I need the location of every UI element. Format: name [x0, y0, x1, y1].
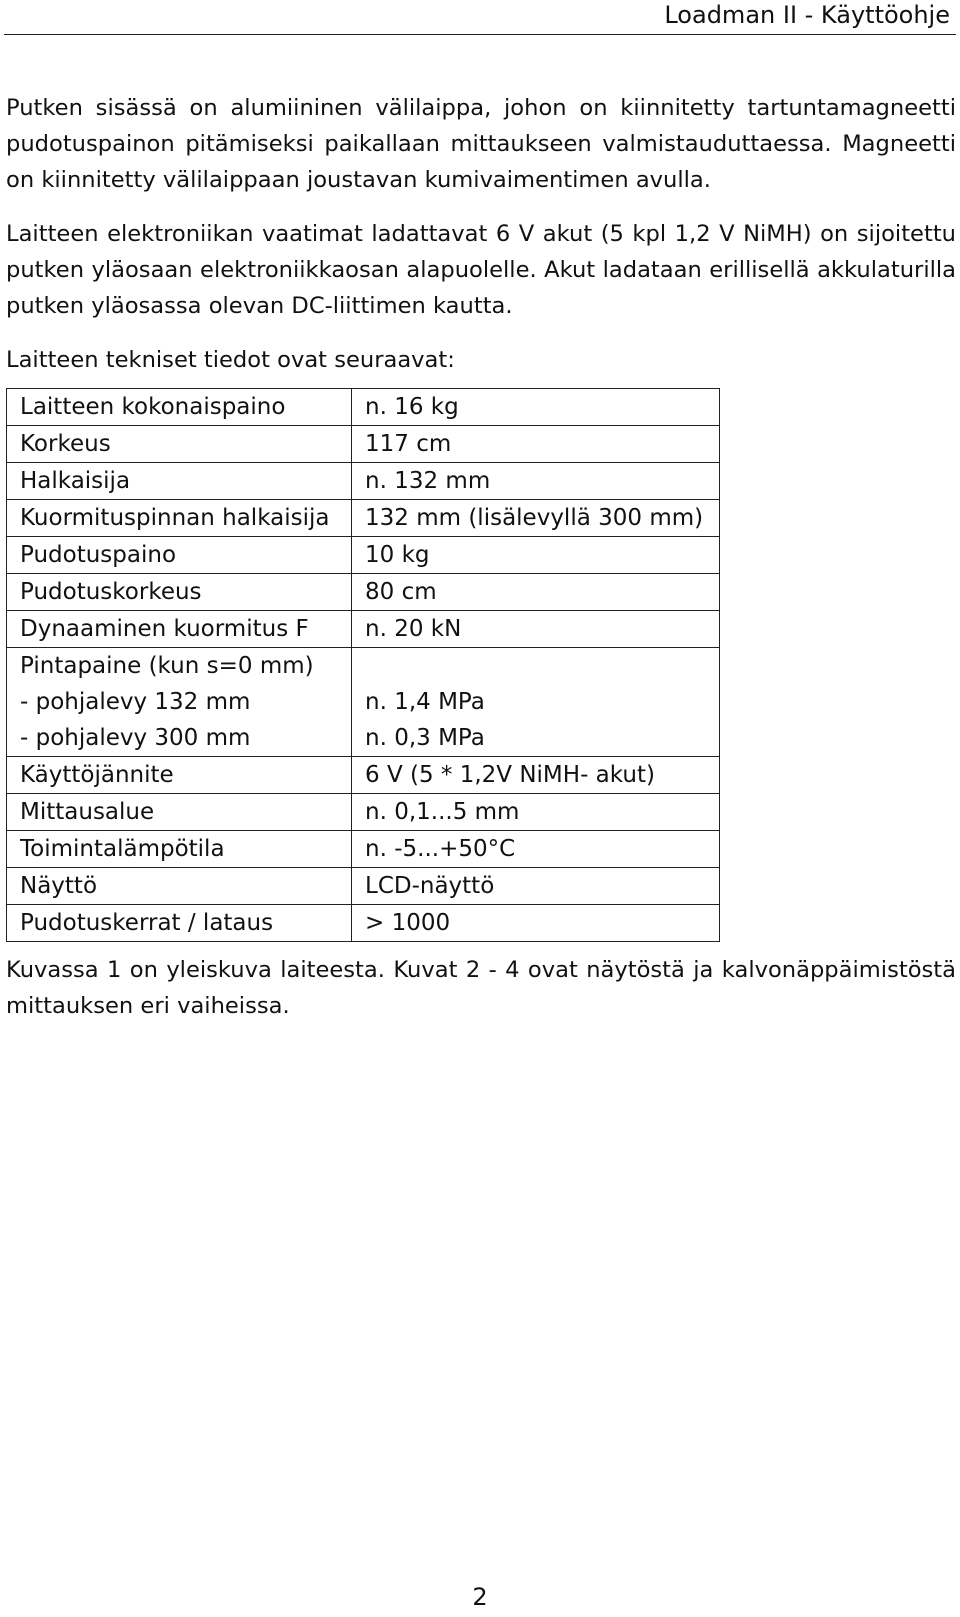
spec-value: 117 cm: [352, 426, 720, 463]
spec-label: Pintapaine (kun s=0 mm): [20, 653, 314, 679]
table-row: [7, 905, 720, 942]
running-header: Loadman II - Käyttöohje: [664, 1, 950, 29]
table-row: [7, 574, 720, 611]
spec-label-group: [7, 648, 352, 757]
spec-label: Korkeus: [7, 426, 352, 463]
spec-value: 80 cm: [352, 574, 720, 611]
table-row: [7, 389, 720, 426]
spec-label: Toimintalämpötila: [7, 831, 352, 868]
spec-value: 132 mm (lisälevyllä 300 mm): [352, 500, 720, 537]
spec-label: Pudotuskerrat / lataus: [7, 905, 352, 942]
table-row: [7, 426, 720, 463]
spec-empty-line: [365, 648, 709, 684]
paragraph-magnet: Putken sisässä on alumiininen välilaippa, johon on kiinnitetty tartuntamagneetti pudotuspainon pitämiseksi paikallaan mittaukseen valmistauduttaessa. Magneetti on kiinnitetty välilaippaan joustavan kumivaimentimen avulla.: [6, 95, 956, 193]
spec-label: Mittausalue: [7, 794, 352, 831]
spec-label: Pudotuspaino: [7, 537, 352, 574]
paragraph-batteries: Laitteen elektroniikan vaatimat ladattavat 6 V akut (5 kpl 1,2 V NiMH) on sijoitettu putken yläosaan elektroniikkaosan alapuolelle. Akut ladataan erillisellä akkulaturilla putken yläosassa olevan DC-liittimen kautta.: [6, 221, 956, 319]
spec-label: Pudotuskorkeus: [7, 574, 352, 611]
paragraph-figures: Kuvassa 1 on yleiskuva laiteesta. Kuvat 2 - 4 ovat näytöstä ja kalvonäppäimistöstä mittauksen eri vaiheissa.: [6, 957, 956, 1019]
spec-sub-value: n. 0,3 MPa: [365, 725, 485, 751]
spec-sub-value: n. 1,4 MPa: [365, 689, 485, 715]
spec-value: n. 20 kN: [352, 611, 720, 648]
table-row: [7, 794, 720, 831]
spec-sub-label: - pohjalevy 132 mm: [20, 689, 251, 715]
spec-sub-label: - pohjalevy 300 mm: [20, 725, 251, 751]
spec-value: 6 V (5 * 1,2V NiMH- akut): [352, 757, 720, 794]
table-row: [7, 611, 720, 648]
table-row: [7, 831, 720, 868]
table-row: [7, 500, 720, 537]
spec-label: Dynaaminen kuormitus F: [7, 611, 352, 648]
paragraph-specs-intro: Laitteen tekniset tiedot ovat seuraavat:: [6, 347, 455, 373]
table-row: [7, 868, 720, 905]
table-row: [7, 648, 720, 757]
spec-value: > 1000: [352, 905, 720, 942]
specifications-table: [6, 388, 720, 942]
spec-label: Käyttöjännite: [7, 757, 352, 794]
spec-label: Laitteen kokonaispaino: [7, 389, 352, 426]
table-row: [7, 537, 720, 574]
page-number: 2: [472, 1583, 488, 1611]
spec-label: Kuormituspinnan halkaisija: [7, 500, 352, 537]
spec-value: n. -5...+50°C: [352, 831, 720, 868]
spec-value: n. 16 kg: [352, 389, 720, 426]
table-row: [7, 757, 720, 794]
table-row: [7, 463, 720, 500]
spec-value: LCD-näyttö: [352, 868, 720, 905]
spec-value: n. 0,1...5 mm: [352, 794, 720, 831]
spec-value: 10 kg: [352, 537, 720, 574]
spec-value-group: [352, 648, 720, 757]
header-rule: [4, 34, 956, 35]
spec-value: n. 132 mm: [352, 463, 720, 500]
spec-label: Näyttö: [7, 868, 352, 905]
body-text: [6, 90, 956, 1042]
spec-label: Halkaisija: [7, 463, 352, 500]
